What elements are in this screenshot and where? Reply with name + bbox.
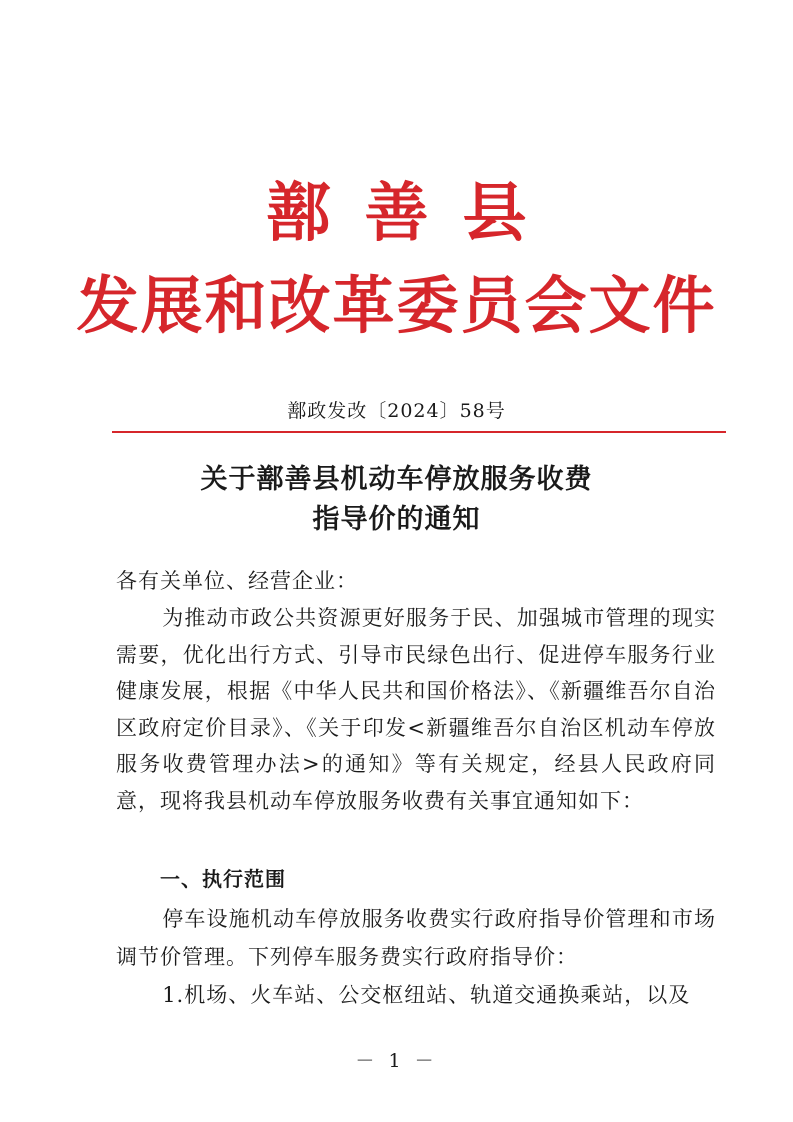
red-divider-line — [112, 431, 726, 433]
section-body-scope — [116, 900, 716, 1014]
document-number: 鄯政发改〔2024〕58号 — [287, 400, 506, 422]
page-number: － 1 － — [355, 1050, 438, 1072]
body-paragraph: 停车设施机动车停放服务收费实行政府指导价管理和市场调节价管理。下列停车服务费实行政府指导价： — [116, 907, 716, 969]
title-line2: 指导价的通知 — [312, 504, 481, 535]
body-intro — [116, 600, 716, 819]
issuer-name-line1: 鄯善县 — [266, 176, 561, 251]
body-paragraph: 为推动市政公共资源更好服务于民、加强城市管理的现实需要，优化出行方式、引导市民绿色出行、促进停车服务行业健康发展，根据《中华人民共和国价格法》、《新疆维吾尔自治区政府定价目录》、《关于印发<新疆维吾尔自治区机动车停放服务收费管理办法>的通知》等有关规定，经县人民政府同意，现将我县机动车停放服务收费有关事宜通知如下： — [116, 606, 716, 813]
salutation: 各有关单位、经营企业： — [116, 569, 358, 593]
title-line1: 关于鄯善县机动车停放服务收费 — [200, 464, 593, 495]
section-heading-scope: 一、执行范围 — [160, 867, 286, 891]
body-paragraph: 1.机场、火车站、公交枢纽站、轨道交通换乘站，以及 — [162, 983, 691, 1007]
issuer-name-line2: 发展和改革委员会文件 — [76, 269, 717, 342]
document-title — [0, 460, 793, 540]
